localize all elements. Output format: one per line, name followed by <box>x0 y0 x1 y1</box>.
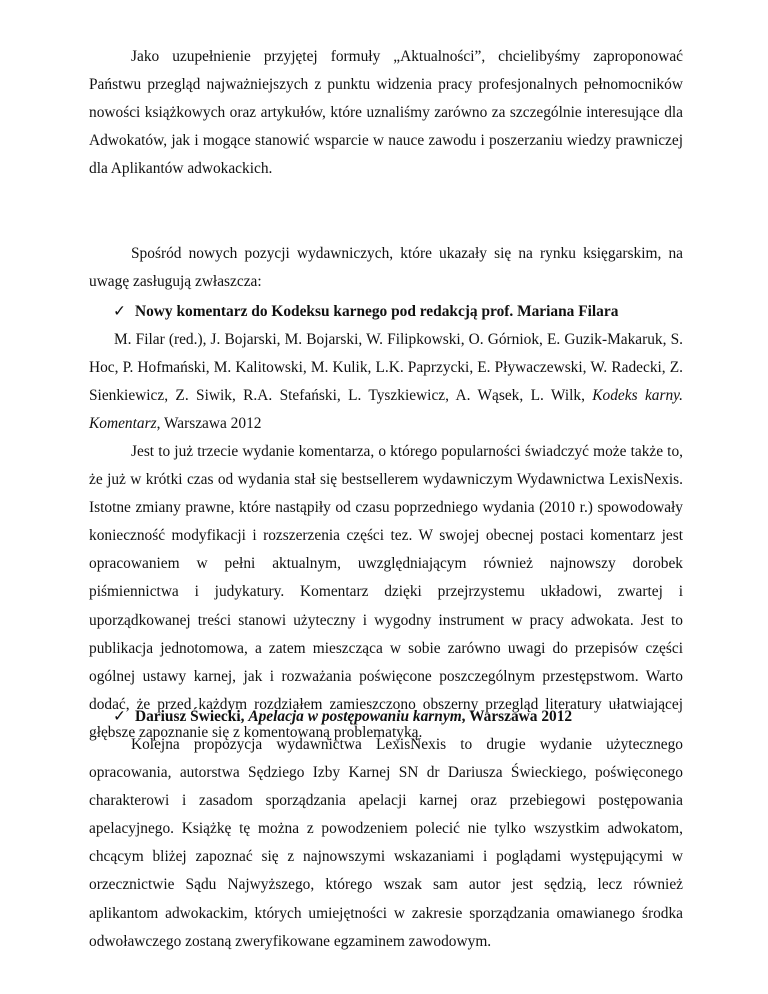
item-1-citation-authors: M. Filar (red.), J. Bojarski, M. Bojarski, W. Filipkowski, O. Górniok, E. Guzik-Makaruk, S. Hoc, P. Hofmański, M. Kalitowski, M. Kulik, L.K. Paprzycki, E. Pływaczewski, W. Radecki, Z. Sienkiewicz, Z. Siwik, R.A. Stefański, L. Tyszkiewicz, A. Wąsek, L. Wilk, <box>89 331 683 405</box>
intro-lead-paragraph: Spośród nowych pozycji wydawniczych, które ukazały się na rynku księgarskim, na uwagę zasługują zwłaszcza: <box>89 245 683 291</box>
item-2-place: , Warszawa 2012 <box>461 708 573 725</box>
item-2-book-title: Apelacja w postępowaniu karnym <box>248 708 462 725</box>
intro-paragraph: Jako uzupełnienie przyjętej formuły „Aktualności”, chcielibyśmy zaproponować Państwu przegląd najważniejszych z punktu widzenia pracy profesjonalnych pełnomocników nowości książkowych oraz artykułów, które uznaliśmy zarówno za szczególnie interesujące dla Adwokatów, jak i mogące stanowić wsparcie w nauce zawodu i poszerzaniu wiedzy prawniczej dla Aplikantów adwokackich. <box>89 48 683 178</box>
item-1-heading <box>113 298 693 326</box>
item-2-author: Dariusz Świecki, <box>135 708 245 725</box>
checkmark-icon: ✓ <box>113 303 126 320</box>
checkmark-icon: ✓ <box>113 708 126 725</box>
item-1-citation <box>89 326 683 438</box>
item-1-title: Nowy komentarz do Kodeksu karnego pod redakcją prof. Mariana Filara <box>135 303 619 320</box>
item-2-description: Kolejna propozycja wydawnictwa LexisNexis to drugie wydanie użytecznego opracowania, autorstwa Sędziego Izby Karnej SN dr Dariusza Świeckiego, poświęconego charakterowi i zasadom sporządzania apelacji karnej oraz przebiegowi postępowania apelacyjnego. Książkę tę można z powodzeniem polecić nie tylko wszystkim adwokatom, chcącym bliżej zapoznać się z najnowszymi wskazaniami i poglądami występującymi w orzecznictwie Sądu Najwyższego, którego wszak sam autor jest sędzią, lecz również aplikantom adwokackim, których umiejętności w zakresie sporządzania omawianego środka odwoławczego zostaną zweryfikowane egzaminem zawodowym. <box>89 736 683 950</box>
item-1-citation-place: , Warszawa 2012 <box>156 415 262 433</box>
item-1-description: Jest to już trzecie wydanie komentarza, o którego popularności świadczyć może także to, że już w krótki czas od wydania stał się bestsellerem wydawniczym Wydawnictwa LexisNexis. Istotne zmiany prawne, które nastąpiły od czasu poprzedniego wydania (2010 r.) spowodowały konieczność modyfikacji i rozszerzenia części tez. W swojej obecnej postaci komentarz jest opracowaniem w pełni aktualnym, uwzględniającym również najnowszy dorobek piśmiennictwa i judykatury. Komentarz dzięki przejrzystemu układowi, zwartej i uporządkowanej treści stanowi użyteczny i wygodny instrument w pracy adwokata. Jest to publikacja jednotomowa, a zatem mieszcząca w sobie zarówno uwagi do przepisów części ogólnej ustawy karnej, jak i rozważania poświęcone poszczególnym przestępstwom. Warto dodać, że przed każdym rozdziałem zamieszczono obszerny przegląd literatury ułatwiającej głębsze zapoznanie się z komentowaną problematyką. <box>89 443 683 741</box>
item-2-heading <box>113 703 693 731</box>
item-1-citation-title: Kodeks karny. Komentarz <box>89 387 683 433</box>
